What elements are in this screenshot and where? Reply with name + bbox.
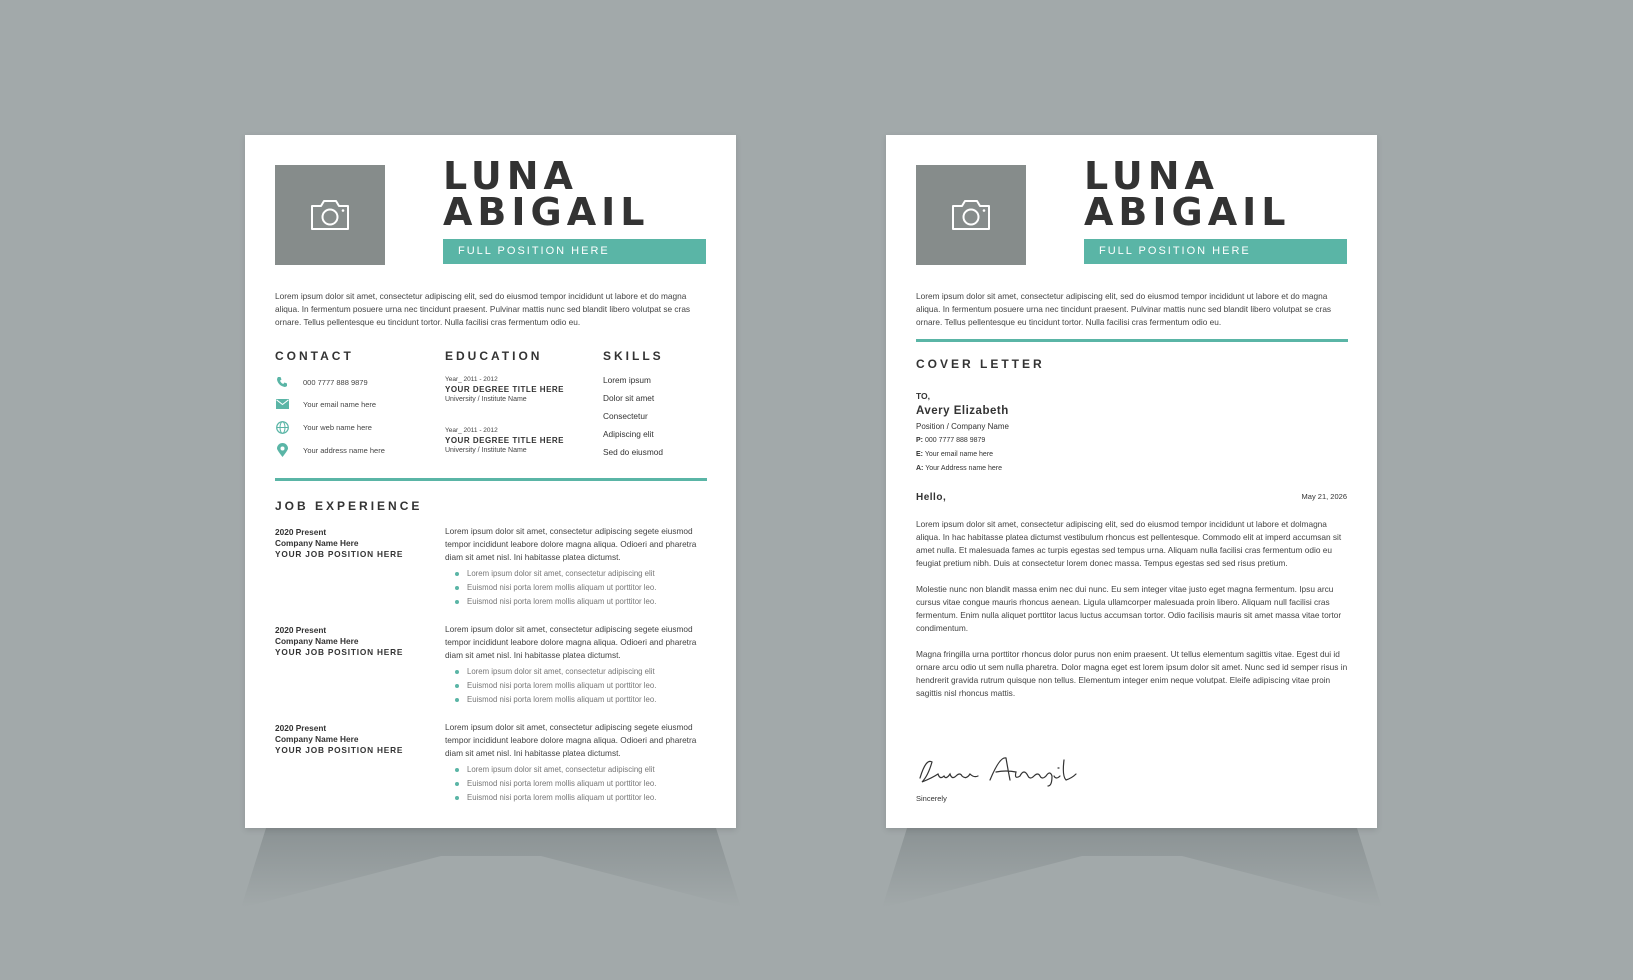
contact-address — [275, 443, 385, 457]
intro-text: Lorem ipsum dolor sit amet, consectetur adipiscing elit, sed do eiusmod tempor incididunt ut labore et do magna aliqua. In fermentum posuere urna nec tincidunt praesent. Pulvinar mattis nunc sed blandit libero volutpat se cras ornare. Tellus pellentesque eu tincidunt tortor. Nulla facilisi cras fermentum odio eu. — [275, 291, 691, 327]
resume-shadow — [241, 828, 741, 908]
name-last: ABIGAIL — [443, 190, 650, 234]
skill-item: Consectetur — [603, 411, 648, 421]
signature-text — [916, 775, 917, 776]
letter-paragraph: Molestie nunc non blandit massa enim nec dui nunc. Eu sem integer vitae justo eget magna fermentum. Ipsu arcu cursus vitae congue mauris rhoncus aenean. Ligula ullamcorper malesuada proin libero. Aliquam null facilisi cras fermentum. Enim nulla aliquet porttitor lacus luctus accumsan tortor. Odio facilisis mauris sit amet massa vitae tortor condimentum. — [916, 584, 1342, 633]
education-item — [445, 375, 615, 405]
job-bullet: Euismod nisi porta lorem mollis aliquam ut porttitor leo. — [467, 595, 707, 609]
skill-item: Adipiscing elit — [603, 429, 654, 439]
skill-item: Dolor sit amet — [603, 393, 655, 403]
job-meta — [275, 527, 435, 560]
job-bullets — [445, 665, 707, 707]
greeting: Hello, — [916, 492, 947, 503]
name-first: LUNA — [1084, 154, 1219, 198]
candidate-name — [443, 154, 650, 234]
cover-letter-heading: COVER LETTER — [916, 357, 1045, 371]
recipient-name: Avery Elizabeth — [916, 405, 1009, 417]
globe-icon — [275, 420, 289, 434]
job-bullet: Lorem ipsum dolor sit amet, consectetur adipiscing elit — [467, 665, 707, 679]
position-banner: FULL POSITION HERE — [1084, 239, 1347, 264]
education-school: University / Institute Name — [445, 447, 527, 454]
phone-icon — [275, 375, 289, 389]
camera-icon — [949, 198, 993, 232]
skill-item: Lorem ipsum — [603, 375, 651, 385]
section-divider — [916, 339, 1348, 342]
recipient-address — [916, 465, 1002, 472]
education-degree: YOUR DEGREE TITLE HERE — [445, 385, 565, 394]
email-label: E: — [916, 451, 923, 458]
skill-item: Sed do eiusmod — [603, 447, 663, 457]
email-icon — [275, 397, 289, 411]
job-summary: Lorem ipsum dolor sit amet, consectetur adipiscing segete eiusmod tempor incididunt leabore dolore magna aliqua. Odioeri and pharetra diam sit amet nisl. Ini habitasse platea dictumst. — [445, 526, 697, 562]
job-bullet: Lorem ipsum dolor sit amet, consectetur adipiscing elit — [467, 763, 707, 777]
job-bullets — [445, 763, 707, 805]
contact-phone — [275, 375, 368, 389]
job-bullet: Euismod nisi porta lorem mollis aliquam ut porttitor leo. — [467, 777, 707, 791]
job-position: YOUR JOB POSITION HERE — [275, 647, 404, 657]
letter-paragraph: Lorem ipsum dolor sit amet, consectetur adipiscing elit, sed do eiusmod tempor incididunt ut labore et dolmagna aliqua. In hac habitasse platea dictumst vestibulum rhoncus est pellentesque. Commodo elit at imperd accumsan sit amet nulla. Et malesuada fames ac turpis egestas sed tempus urna. Aliquam nulla facilisi cras fermentum odio eu feugiat pretium nibh. Duis at consectetur lorem donec massa. Tempus egestas sed sed risus pretium. — [916, 519, 1342, 568]
signature — [914, 754, 1089, 788]
education-heading: EDUCATION — [445, 349, 543, 363]
sender-name — [1084, 154, 1291, 234]
letter-paragraph: Magna fringilla urna porttitor rhoncus dolor purus non enim praesent. Ut tellus elementum sagittis vitae. Egest dui id ornare arcu odio ut sem nulla pharetra. Dolor magna eget est lorem ipsum dolor sit amet. Nunc sed id semper risus in hendrerit gravida rutrum quisque non tellus. Elementum integer enim neque volutpat. Eleife adipiscing vitae proin sagittis nisl rhoncus mattis. — [916, 649, 1348, 698]
job-meta — [275, 723, 435, 756]
job-meta — [275, 625, 435, 658]
phone-label: P: — [916, 437, 923, 444]
job-date: 2020 Present — [275, 625, 327, 635]
photo-placeholder — [916, 165, 1026, 265]
contact-web — [275, 420, 372, 434]
contact-heading: CONTACT — [275, 349, 354, 363]
contact-email — [275, 397, 376, 411]
job-bullet: Lorem ipsum dolor sit amet, consectetur adipiscing elit — [467, 567, 707, 581]
recipient-phone — [916, 437, 985, 444]
education-school: University / Institute Name — [445, 396, 527, 403]
job-description — [445, 721, 707, 805]
section-divider — [275, 478, 707, 481]
job-description — [445, 525, 707, 609]
job-position: YOUR JOB POSITION HERE — [275, 549, 404, 559]
job-summary: Lorem ipsum dolor sit amet, consectetur adipiscing segete eiusmod tempor incididunt leabore dolore magna aliqua. Odioeri and pharetra diam sit amet nisl. Ini habitasse platea dictumst. — [445, 624, 697, 660]
education-years: Year_ 2011 - 2012 — [445, 376, 498, 383]
name-first: LUNA — [443, 154, 578, 198]
education-years: Year_ 2011 - 2012 — [445, 427, 498, 434]
job-bullets — [445, 567, 707, 609]
contact-email-text: Your email name here — [303, 399, 377, 409]
education-degree: YOUR DEGREE TITLE HERE — [445, 436, 565, 445]
recipient-email — [916, 451, 993, 458]
job-bullet: Euismod nisi porta lorem mollis aliquam ut porttitor leo. — [467, 693, 707, 707]
intro-text: Lorem ipsum dolor sit amet, consectetur adipiscing elit, sed do eiusmod tempor incididunt ut labore et do magna aliqua. In fermentum posuere urna nec tincidunt praesent. Pulvinar mattis nunc sed blandit libero volutpat se cras ornare. Tellus pellentesque eu tincidunt tortor. Nulla facilisi cras fermentum odio eu. — [916, 291, 1332, 327]
recipient-position: Position / Company Name — [916, 422, 1009, 431]
job-bullet: Euismod nisi porta lorem mollis aliquam ut porttitor leo. — [467, 581, 707, 595]
contact-phone-text: 000 7777 888 9879 — [303, 377, 368, 387]
cover-letter-page — [886, 135, 1377, 828]
phone-value: 000 7777 888 9879 — [924, 437, 986, 444]
camera-icon — [308, 198, 352, 232]
skills-heading: SKILLS — [603, 349, 664, 363]
contact-address-text: Your address name here — [303, 445, 385, 455]
name-last: ABIGAIL — [1084, 190, 1291, 234]
job-bullet: Euismod nisi porta lorem mollis aliquam ut porttitor leo. — [467, 679, 707, 693]
job-company: Company Name Here — [275, 538, 359, 548]
job-date: 2020 Present — [275, 723, 327, 733]
job-date: 2020 Present — [275, 527, 327, 537]
closing: Sincerely — [916, 794, 947, 803]
experience-heading: JOB EXPERIENCE — [275, 499, 423, 513]
letter-date: May 21, 2026 — [1301, 492, 1347, 501]
job-position: YOUR JOB POSITION HERE — [275, 745, 404, 755]
to-label: TO, — [916, 391, 931, 401]
address-label: A: — [916, 465, 924, 472]
resume-page — [245, 135, 736, 828]
email-value: Your email name here — [924, 451, 994, 458]
contact-web-text: Your web name here — [303, 422, 372, 432]
education-item — [445, 426, 615, 456]
job-summary: Lorem ipsum dolor sit amet, consectetur adipiscing segete eiusmod tempor incididunt leabore dolore magna aliqua. Odioeri and pharetra diam sit amet nisl. Ini habitasse platea dictumst. — [445, 722, 697, 758]
job-bullet: Euismod nisi porta lorem mollis aliquam ut porttitor leo. — [467, 791, 707, 805]
photo-placeholder — [275, 165, 385, 265]
job-description — [445, 623, 707, 707]
job-company: Company Name Here — [275, 734, 359, 744]
position-banner: FULL POSITION HERE — [443, 239, 706, 264]
letter-shadow — [882, 828, 1382, 908]
address-value: Your Address name here — [925, 465, 1003, 472]
location-pin-icon — [275, 443, 289, 457]
job-company: Company Name Here — [275, 636, 359, 646]
